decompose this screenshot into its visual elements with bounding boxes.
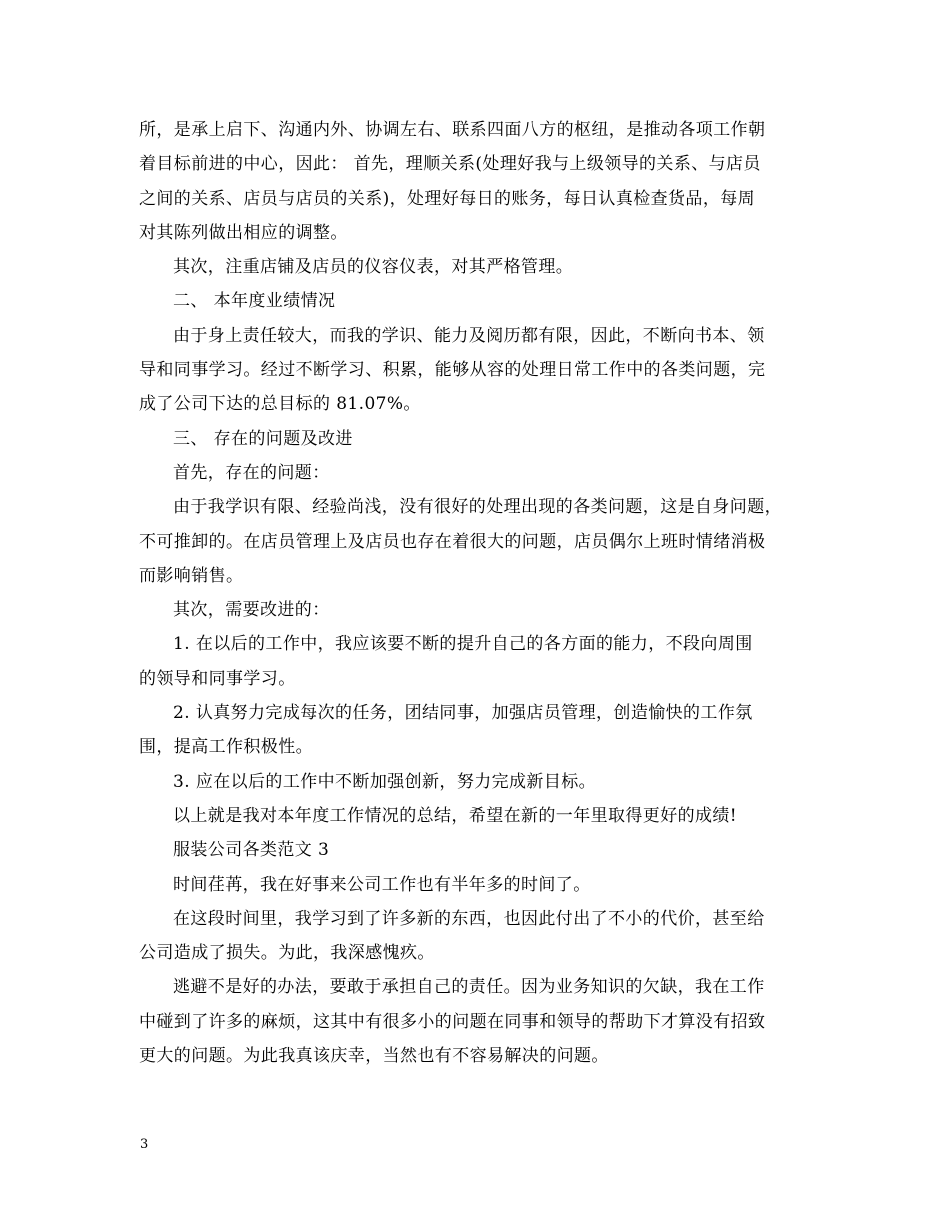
text-line: 以上就是我对本年度工作情况的总结，希望在新的一年里取得更好的成绩!	[173, 805, 738, 826]
text-line: 对其陈列做出相应的调整。	[139, 222, 348, 243]
text-line: 其次，注重店铺及店员的仪容仪表，对其严格管理。	[173, 257, 574, 278]
text-line: 之间的关系、店员与店员的关系)，处理好每日的账务，每日认真检查货品，每周	[139, 188, 756, 209]
page-number: 3	[140, 1137, 149, 1152]
text-line: 着目标前进的中心，因此： 首先，理顺关系(处理好我与上级领导的关系、与店员	[139, 154, 761, 175]
text-line: 不可推卸的。在店员管理上及店员也存在着很大的问题，店员偶尔上班时情绪消极	[139, 531, 766, 552]
text-line: 而影响销售。	[139, 565, 244, 586]
text-line: 更大的问题。为此我真该庆幸，当然也有不容易解决的问题。	[139, 1046, 609, 1067]
text-line: 公司造成了损失。为此，我深感愧疚。	[139, 943, 435, 964]
text-line: 中碰到了许多的麻烦，这其中有很多小的问题在同事和领导的帮助下才算没有招致	[139, 1011, 766, 1032]
text-line: 在这段时间里，我学习到了许多新的东西，也因此付出了不小的代价，甚至给	[173, 908, 765, 929]
text-line: 成了公司下达的总目标的 81.07%。	[139, 394, 421, 415]
document-body	[139, 113, 815, 1073]
text-line: 三、 存在的问题及改进	[173, 428, 353, 449]
text-line: 导和同事学习。经过不断学习、积累，能够从容的处理日常工作中的各类问题，完	[139, 360, 766, 381]
text-line: 逃避不是好的办法，要敢于承担自己的责任。因为业务知识的欠缺，我在工作	[173, 977, 765, 998]
text-line: 二、 本年度业绩情况	[173, 291, 336, 312]
text-line: 2. 认真努力完成每次的任务，团结同事，加强店员管理，创造愉快的工作氛	[173, 703, 753, 724]
text-line: 3. 应在以后的工作中不断加强创新，努力完成新目标。	[173, 771, 597, 792]
text-line: 首先，存在的问题：	[173, 462, 330, 483]
text-line: 1. 在以后的工作中，我应该要不断的提升自己的各方面的能力，不段向周围	[173, 634, 753, 655]
text-line: 其次，需要改进的：	[173, 600, 330, 621]
text-line: 时间荏苒，我在好事来公司工作也有半年多的时间了。	[173, 874, 591, 895]
text-line: 由于身上责任较大，而我的学识、能力及阅历都有限，因此，不断向书本、领	[173, 325, 765, 346]
text-line: 围，提高工作积极性。	[139, 737, 313, 758]
text-line: 的领导和同事学习。	[139, 668, 296, 689]
text-line: 所，是承上启下、沟通内外、协调左右、联系四面八方的枢纽，是推动各项工作朝	[139, 120, 766, 140]
text-line: 服装公司各类范文 3	[173, 840, 330, 861]
text-line: 由于我学识有限、经验尚浅，没有很好的处理出现的各类问题，这是自身问题，	[173, 497, 782, 518]
